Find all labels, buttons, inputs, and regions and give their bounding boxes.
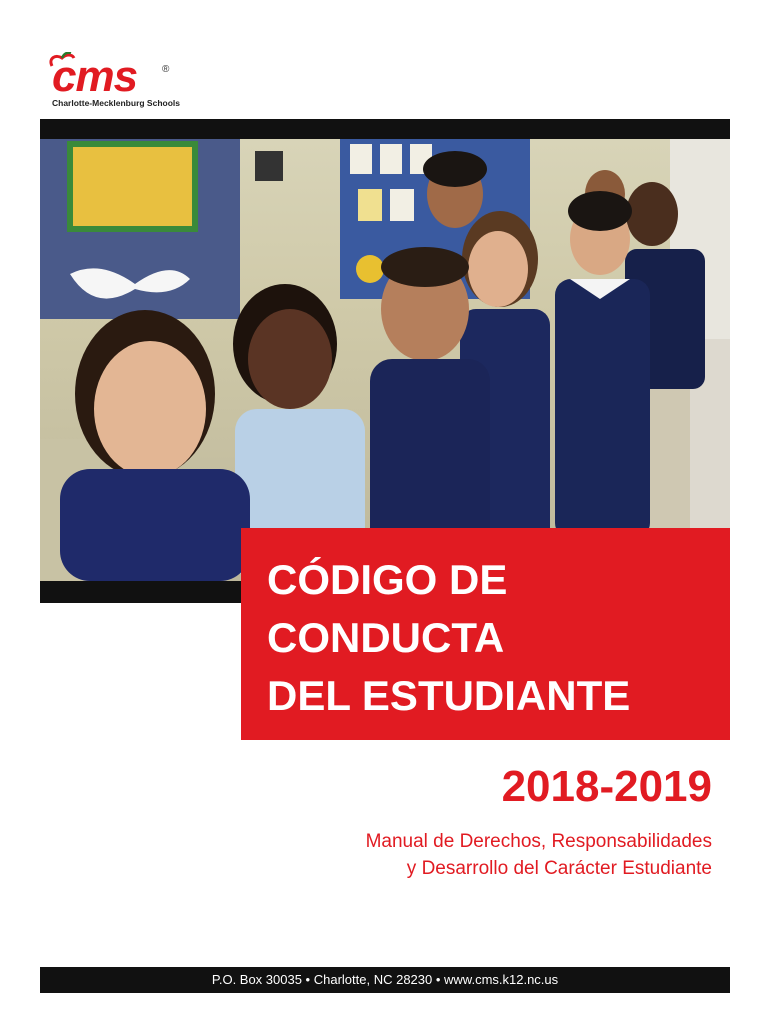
- logo-subtitle: Charlotte-Mecklenburg Schools: [52, 98, 180, 108]
- logo-wordmark: cms: [52, 52, 138, 101]
- students-illustration: [40, 139, 730, 581]
- cms-logo: [46, 52, 180, 112]
- subtitle: [366, 828, 712, 882]
- students-photo: [40, 139, 730, 581]
- title-line-1: CÓDIGO DE: [267, 556, 508, 603]
- subtitle-line-1: Manual de Derechos, Responsabilidades: [365, 831, 712, 852]
- school-year: 2018-2019: [501, 762, 712, 811]
- footer-contact: P.O. Box 30035 • Charlotte, NC 28230 • www.cms.k12.nc.us: [40, 967, 730, 993]
- registered-mark: ®: [162, 64, 170, 75]
- title-line-2: CONDUCTA: [267, 614, 505, 661]
- title-box: [241, 528, 730, 740]
- subtitle-line-2: y Desarrollo del Carácter Estudiante: [406, 858, 712, 879]
- title-line-3: DEL ESTUDIANTE: [267, 672, 631, 719]
